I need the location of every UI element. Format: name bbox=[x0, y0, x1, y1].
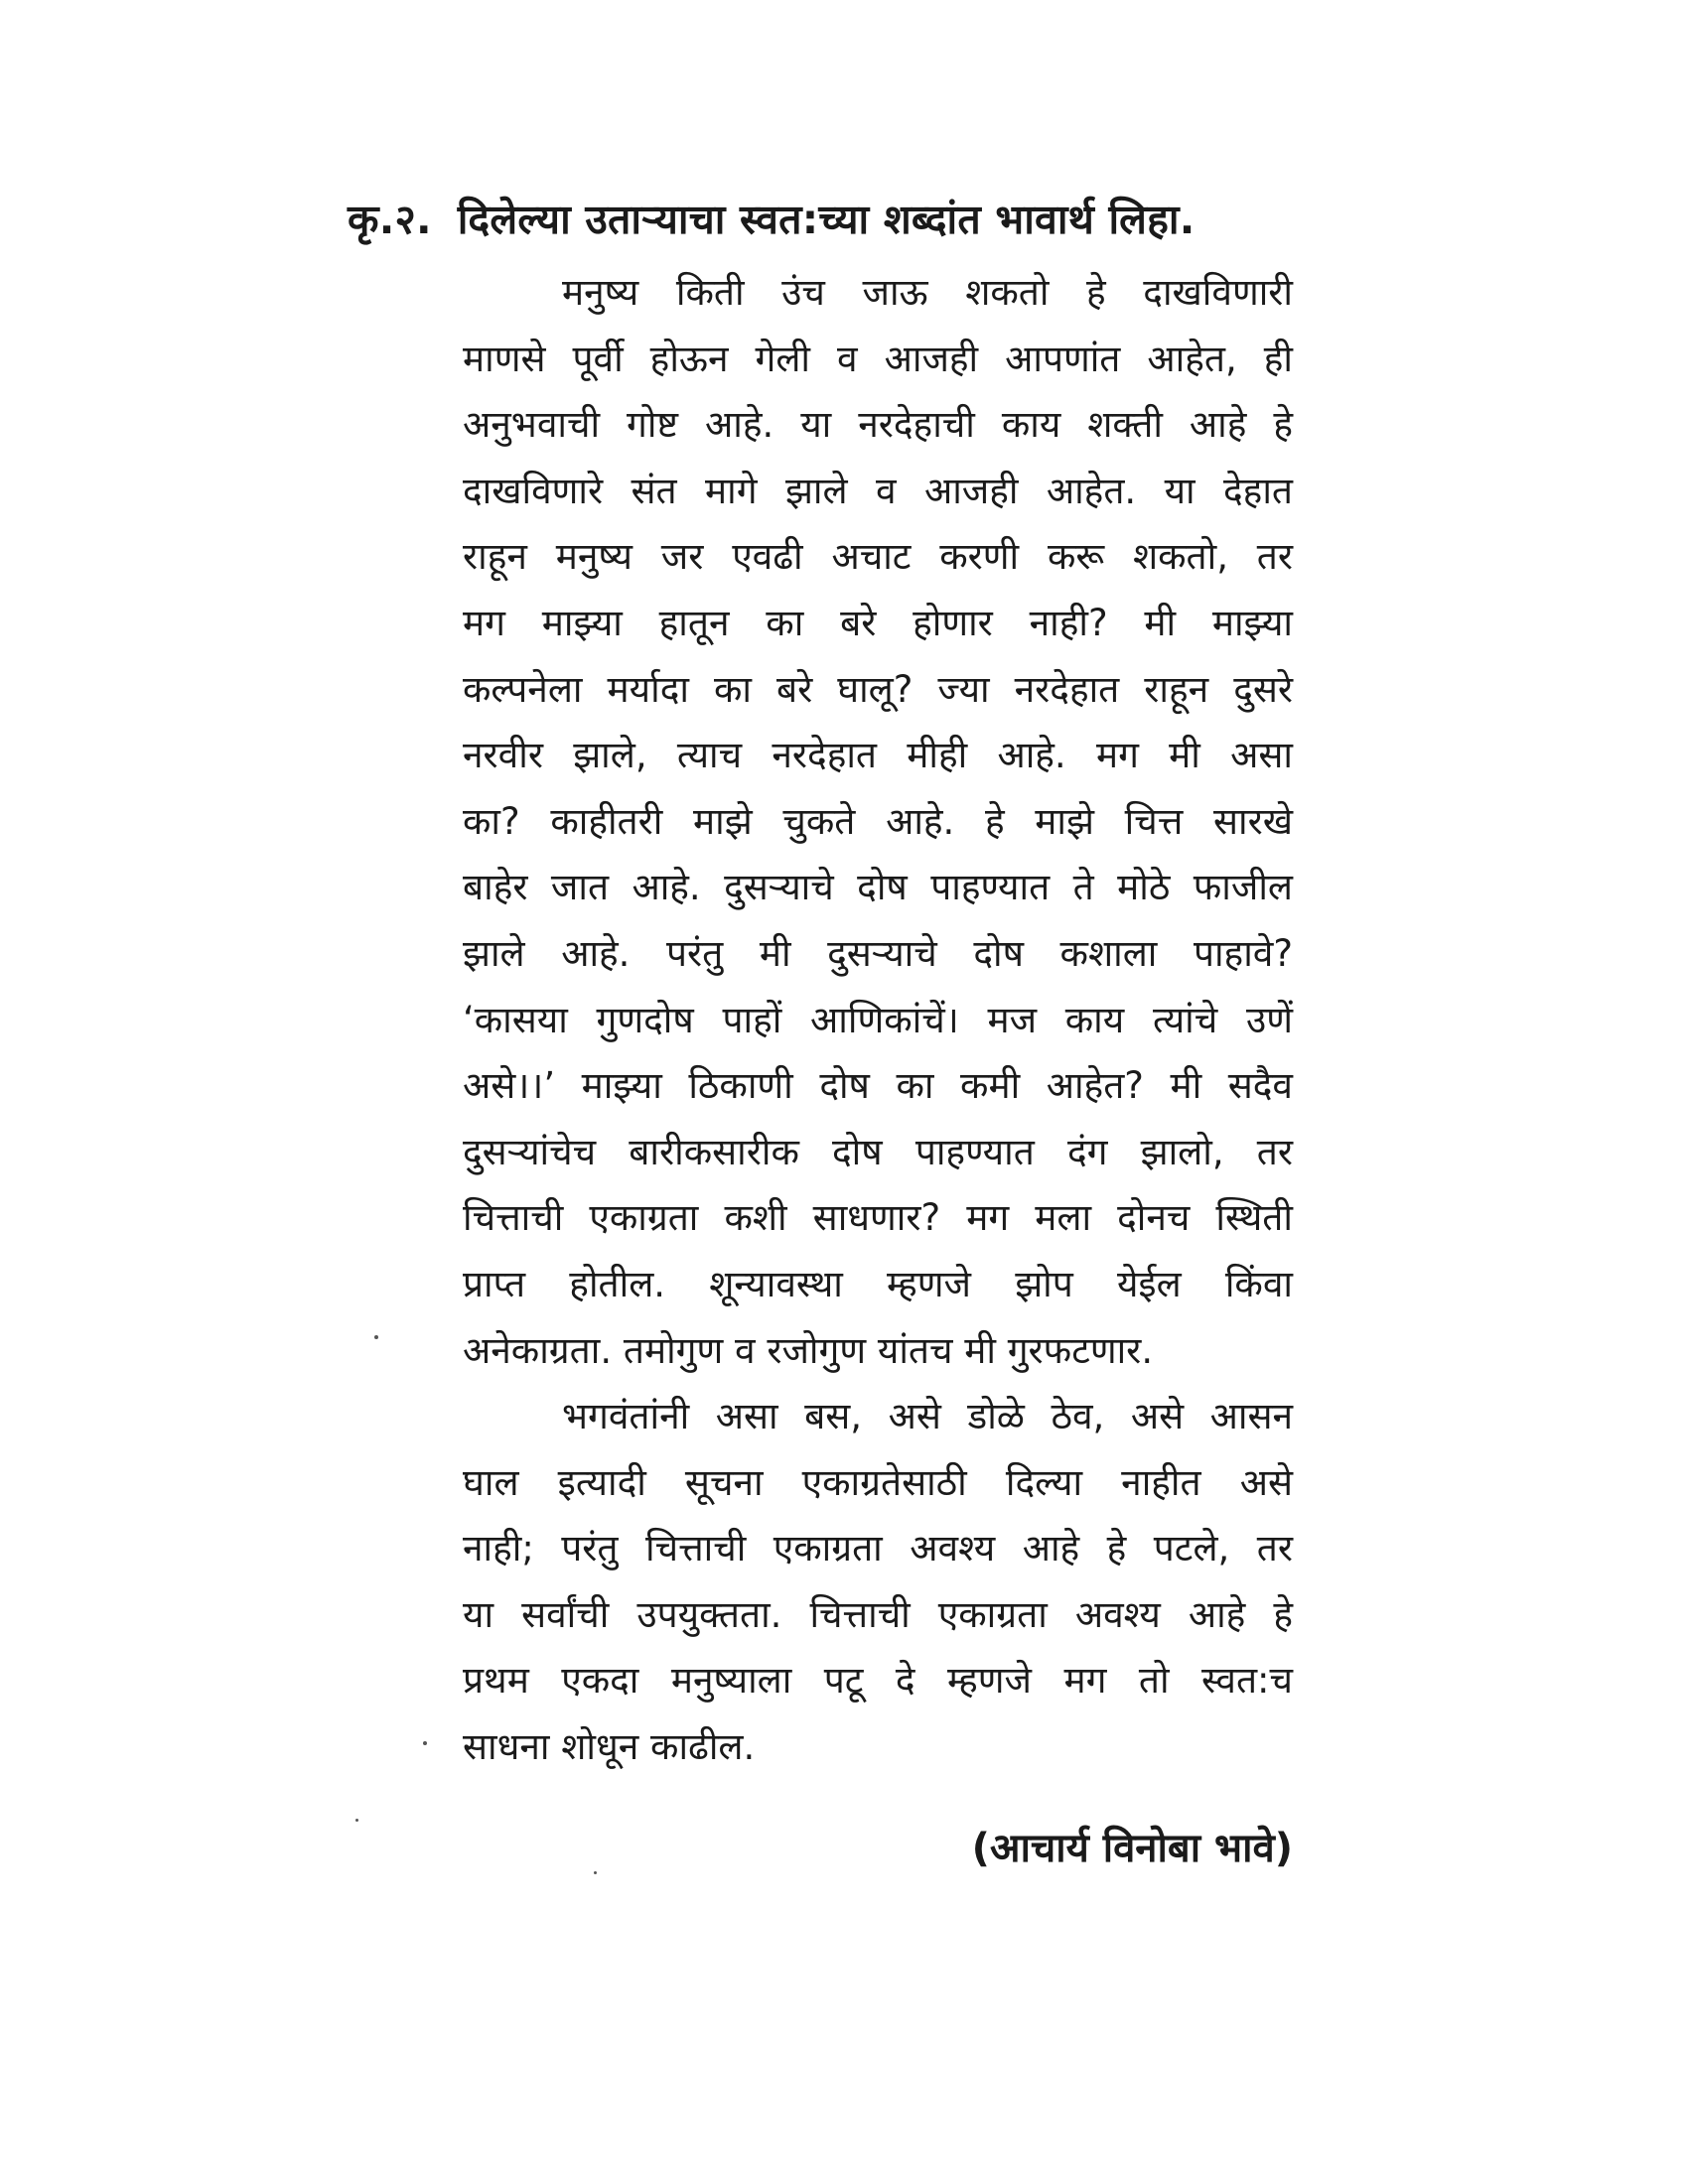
passage-line: झाले आहे. परंतु मी दुसऱ्याचे दोष कशाला पाहावे? bbox=[463, 931, 1293, 975]
passage-line: प्राप्त होतील. शून्यावस्था म्हणजे झोप येईल किंवा bbox=[463, 1262, 1293, 1305]
passage-line: नरवीर झाले, त्याच नरदेहात मीही आहे. मग मी असा bbox=[463, 734, 1293, 777]
passage-line: राहून मनुष्य जर एवढी अचाट करणी करू शकतो, तर bbox=[463, 535, 1293, 579]
passage-line: घाल इत्यादी सूचना एकाग्रतेसाठी दिल्या नाहीत असे bbox=[463, 1460, 1293, 1504]
passage-line: चित्ताची एकाग्रता कशी साधणार? मग मला दोनच स्थिती bbox=[463, 1196, 1293, 1240]
question-number: कृ.२. bbox=[348, 196, 432, 243]
scan-speck bbox=[594, 1871, 597, 1874]
passage-line: माणसे पूर्वी होऊन गेली व आजही आपणांत आहेत, ही bbox=[463, 337, 1293, 380]
passage-line: असे।।’ माझ्या ठिकाणी दोष का कमी आहेत? मी सदैव bbox=[463, 1064, 1293, 1108]
author-attribution: (आचार्य विनोबा भावे) bbox=[971, 1826, 1293, 1871]
scan-speck bbox=[355, 1819, 358, 1822]
scan-speck bbox=[374, 1335, 378, 1339]
question-instruction: दिलेल्या उताऱ्याचा स्वत:च्या शब्दांत भावार्थ लिहा. bbox=[457, 196, 1196, 243]
passage-line: अनुभवाची गोष्ट आहे. या नरदेहाची काय शक्ती आहे हे bbox=[463, 403, 1293, 447]
passage-line: कल्पनेला मर्यादा का बरे घालू? ज्या नरदेहात राहून दुसरे bbox=[463, 667, 1293, 711]
scan-speck bbox=[423, 1741, 427, 1745]
paragraph-2 bbox=[463, 1384, 1293, 1781]
passage-line: दुसऱ्यांचेच बारीकसारीक दोष पाहण्यात दंग झालो, तर bbox=[463, 1130, 1293, 1173]
passage-line: दाखविणारे संत मागे झाले व आजही आहेत. या देहात bbox=[463, 469, 1293, 512]
passage-line: नाही; परंतु चित्ताची एकाग्रता अवश्य आहे हे पटले, तर bbox=[463, 1527, 1293, 1570]
passage-line: साधना शोधून काढील. bbox=[463, 1725, 756, 1769]
paragraph-1 bbox=[463, 260, 1293, 1384]
passage-line: मग माझ्या हातून का बरे होणार नाही? मी माझ्या bbox=[463, 601, 1293, 644]
passage-line: प्रथम एकदा मनुष्याला पटू दे म्हणजे मग तो स्वत:च bbox=[463, 1659, 1293, 1703]
passage-line: बाहेर जात आहे. दुसऱ्याचे दोष पाहण्यात ते मोठे फाजील bbox=[463, 866, 1293, 909]
passage-line: भगवंतांनी असा बस, असे डोळे ठेव, असे आसन bbox=[562, 1395, 1293, 1438]
passage-line: का? काहीतरी माझे चुकते आहे. हे माझे चित्त सारखे bbox=[463, 799, 1293, 843]
passage-line: ‘कासया गुणदोष पाहों आणिकांचें। मज काय त्यांचे उणें bbox=[463, 998, 1293, 1041]
passage-line: अनेकाग्रता. तमोगुण व रजोगुण यांतच मी गुरफटणार. bbox=[463, 1328, 1154, 1372]
passage bbox=[463, 260, 1293, 1781]
passage-line: मनुष्य किती उंच जाऊ शकतो हे दाखविणारी bbox=[562, 271, 1293, 314]
question-heading bbox=[348, 191, 1340, 246]
passage-line: या सर्वांची उपयुक्तता. चित्ताची एकाग्रता अवश्य आहे हे bbox=[463, 1592, 1293, 1636]
